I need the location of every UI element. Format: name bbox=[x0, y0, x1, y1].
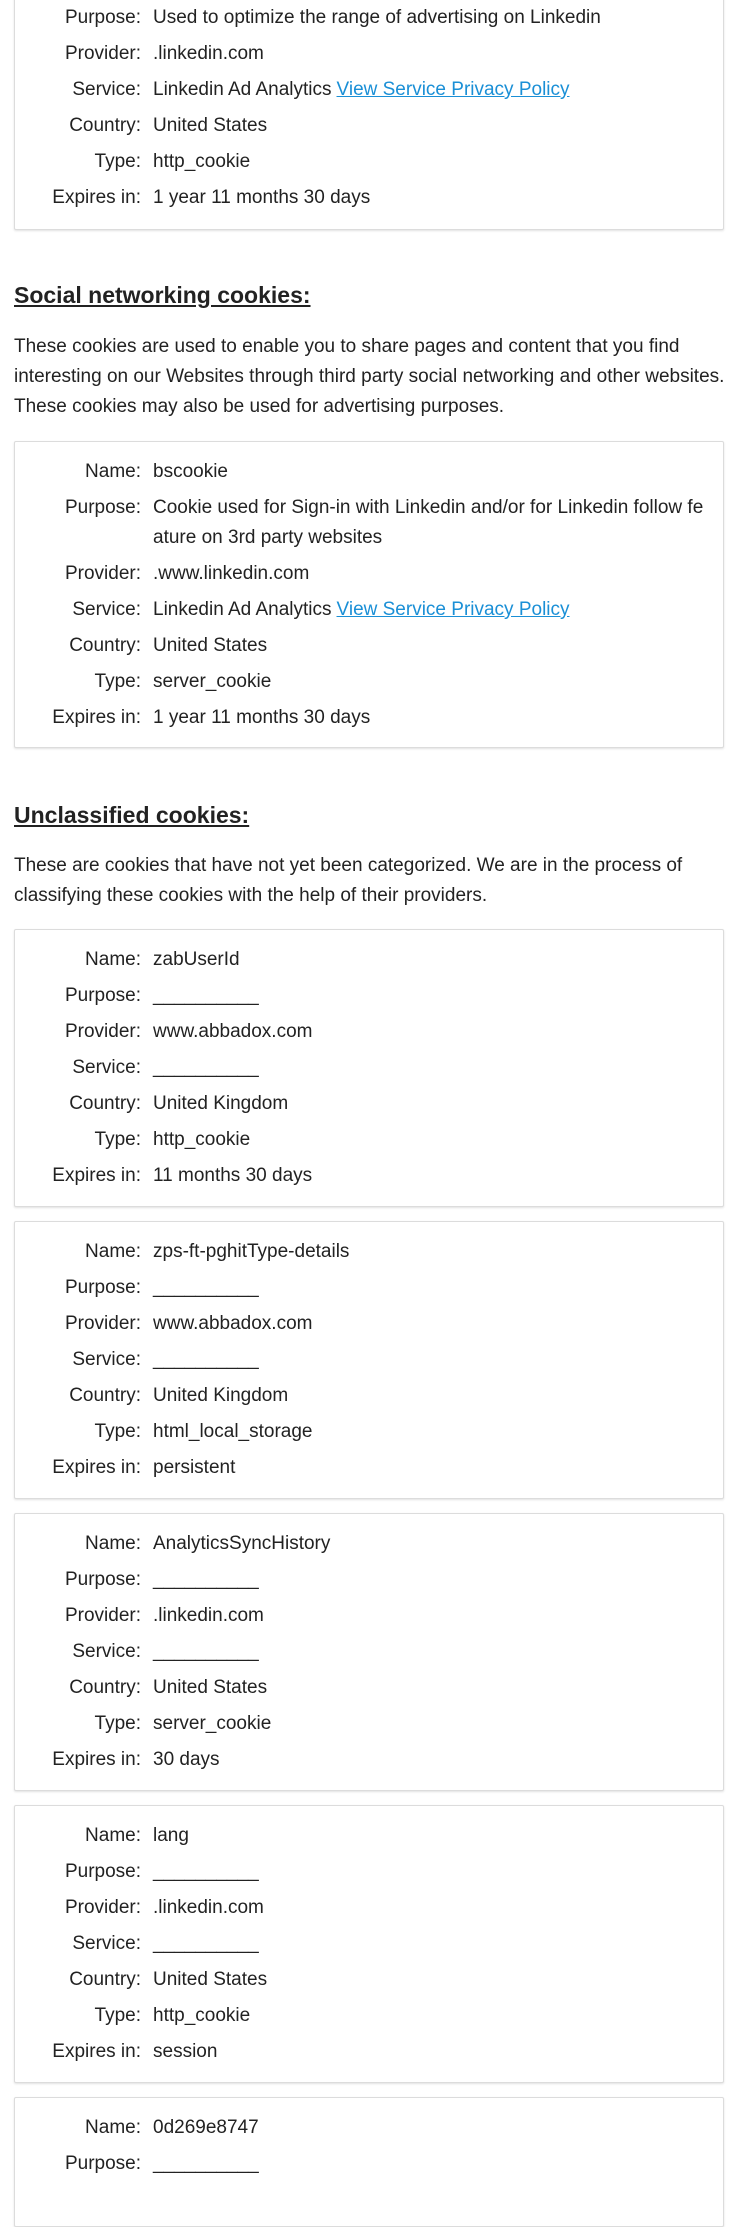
field-label: Country: bbox=[69, 635, 141, 656]
cookie-name-row bbox=[15, 1237, 723, 1267]
cookie-country-row bbox=[15, 1381, 723, 1411]
cookie-country-row bbox=[15, 1965, 723, 1995]
field-label: Name: bbox=[85, 1533, 141, 1554]
field-label: Service: bbox=[72, 1641, 141, 1662]
cookie-purpose-row bbox=[15, 1857, 723, 1887]
cookie-type-row bbox=[15, 1709, 723, 1739]
field-label: Service: bbox=[72, 79, 141, 100]
privacy-policy-link[interactable]: View Service Privacy Policy bbox=[336, 79, 570, 100]
cookie-provider: .linkedin.com bbox=[153, 1897, 264, 1918]
cookie-service: __________ bbox=[153, 1933, 259, 1954]
cookie-expires-row bbox=[15, 1453, 723, 1483]
field-label: Type: bbox=[94, 151, 141, 172]
cookie-purpose-row bbox=[15, 2149, 723, 2179]
cookie-service: __________ bbox=[153, 1349, 259, 1370]
cookie-country-row bbox=[15, 111, 723, 141]
cookie-purpose-row bbox=[15, 1565, 723, 1595]
cookie-country: United Kingdom bbox=[153, 1093, 289, 1114]
cookie-expires: 30 days bbox=[153, 1749, 220, 1770]
cookie-name-row bbox=[15, 945, 723, 975]
field-label: Type: bbox=[94, 1421, 141, 1442]
cookie-provider-row bbox=[15, 39, 723, 69]
cookie-purpose: __________ bbox=[153, 1861, 259, 1882]
cookie-card-zabuserid bbox=[14, 929, 724, 1207]
field-label: Purpose: bbox=[64, 1569, 141, 1590]
cookie-card-zps-ft bbox=[14, 1221, 724, 1499]
cookie-purpose-row bbox=[15, 493, 723, 553]
cookie-type: server_cookie bbox=[153, 671, 272, 692]
cookie-service-row bbox=[15, 75, 723, 105]
cookie-card-analyticssynchistory bbox=[14, 1513, 724, 1791]
section-description-unclassified: These are cookies that have not yet been categorized. We are in the process of classifying these cookies with the help of their providers. bbox=[14, 855, 683, 906]
cookie-name-row bbox=[15, 1529, 723, 1559]
cookie-purpose: Cookie used for Sign-in with Linkedin and/or for Linkedin follow feature on 3rd party websites bbox=[153, 497, 704, 548]
cookie-service-row bbox=[15, 1053, 723, 1083]
cookie-country-row bbox=[15, 1673, 723, 1703]
cookie-expires-row bbox=[15, 703, 723, 733]
cookie-purpose: __________ bbox=[153, 2153, 259, 2174]
field-label: Name: bbox=[85, 1825, 141, 1846]
cookie-expires-row bbox=[15, 1161, 723, 1191]
cookie-card-bscookie bbox=[14, 441, 724, 748]
field-label: Purpose: bbox=[64, 497, 141, 518]
cookie-purpose-row bbox=[15, 3, 723, 33]
cookie-provider: .linkedin.com bbox=[153, 1605, 264, 1626]
field-label: Type: bbox=[94, 2005, 141, 2026]
cookie-provider: www.abbadox.com bbox=[153, 1313, 313, 1334]
section-description-social: These cookies are used to enable you to share pages and content that you find interesting on our Websites through third party social networking and other websites. These cookies may also be used for advertising purposes. bbox=[14, 336, 725, 417]
cookie-card-lang bbox=[14, 1805, 724, 2083]
cookie-service-row bbox=[15, 1637, 723, 1667]
cookie-country: United Kingdom bbox=[153, 1385, 289, 1406]
service-name: Linkedin Ad Analytics bbox=[153, 79, 332, 100]
cookie-provider-row bbox=[15, 1017, 723, 1047]
field-label: Service: bbox=[72, 1057, 141, 1078]
privacy-policy-link[interactable]: View Service Privacy Policy bbox=[336, 599, 570, 620]
field-label: Expires in: bbox=[52, 2041, 141, 2062]
field-label: Provider: bbox=[64, 1021, 141, 1042]
field-label: Type: bbox=[94, 1129, 141, 1150]
field-label: Service: bbox=[72, 1349, 141, 1370]
field-label: Name: bbox=[85, 2117, 141, 2138]
field-label: Expires in: bbox=[52, 1749, 141, 1770]
service-name: Linkedin Ad Analytics bbox=[153, 599, 332, 620]
cookie-country: United States bbox=[153, 635, 268, 656]
cookie-name-row bbox=[15, 457, 723, 487]
field-label: Name: bbox=[85, 1241, 141, 1262]
section-title-unclassified: Unclassified cookies: bbox=[14, 802, 250, 828]
field-label: Name: bbox=[85, 949, 141, 970]
cookie-name: 0d269e8747 bbox=[153, 2117, 259, 2138]
cookie-expires: persistent bbox=[153, 1457, 236, 1478]
cookie-type: html_local_storage bbox=[153, 1421, 313, 1442]
cookie-name: AnalyticsSyncHistory bbox=[153, 1533, 331, 1554]
cookie-type: http_cookie bbox=[153, 151, 251, 172]
field-label: Country: bbox=[69, 1969, 141, 1990]
cookie-expires-row bbox=[15, 1745, 723, 1775]
cookie-type: http_cookie bbox=[153, 1129, 251, 1150]
cookie-name: bscookie bbox=[153, 461, 228, 482]
field-label: Purpose: bbox=[64, 1861, 141, 1882]
cookie-service-row bbox=[15, 595, 723, 625]
field-label: Expires in: bbox=[52, 187, 141, 208]
cookie-name-row bbox=[15, 2113, 723, 2143]
cookie-expires: 1 year 11 months 30 days bbox=[153, 707, 371, 728]
field-label: Purpose: bbox=[64, 7, 141, 28]
field-label: Provider: bbox=[64, 43, 141, 64]
cookie-name-row bbox=[15, 1821, 723, 1851]
field-label: Purpose: bbox=[64, 1277, 141, 1298]
cookie-card-linkedin-range bbox=[14, 0, 724, 230]
field-label: Service: bbox=[72, 599, 141, 620]
cookie-provider: .linkedin.com bbox=[153, 43, 264, 64]
cookie-purpose: __________ bbox=[153, 1569, 259, 1590]
field-label: Expires in: bbox=[52, 1165, 141, 1186]
cookie-service-row bbox=[15, 1929, 723, 1959]
field-label: Expires in: bbox=[52, 707, 141, 728]
field-label: Type: bbox=[94, 1713, 141, 1734]
cookie-expires-row bbox=[15, 2037, 723, 2067]
cookie-service-row bbox=[15, 1345, 723, 1375]
cookie-name: lang bbox=[153, 1825, 189, 1846]
cookie-provider: www.abbadox.com bbox=[153, 1021, 313, 1042]
cookie-type-row bbox=[15, 1125, 723, 1155]
cookie-expires: session bbox=[153, 2041, 218, 2062]
cookie-type-row bbox=[15, 2001, 723, 2031]
cookie-service bbox=[153, 595, 713, 625]
field-label: Purpose: bbox=[64, 2153, 141, 2174]
cookie-purpose: Used to optimize the range of advertising on Linkedin bbox=[153, 7, 601, 28]
cookie-provider: .www.linkedin.com bbox=[153, 563, 310, 584]
field-label: Country: bbox=[69, 115, 141, 136]
cookie-purpose: __________ bbox=[153, 1277, 259, 1298]
field-label: Provider: bbox=[64, 1897, 141, 1918]
cookie-purpose-row bbox=[15, 981, 723, 1011]
field-label: Type: bbox=[94, 671, 141, 692]
cookie-provider-row bbox=[15, 1601, 723, 1631]
cookie-provider-row bbox=[15, 1893, 723, 1923]
cookie-service: __________ bbox=[153, 1057, 259, 1078]
cookie-provider-row bbox=[15, 1309, 723, 1339]
cookie-country: United States bbox=[153, 115, 268, 136]
cookie-type-row bbox=[15, 667, 723, 697]
cookie-country: United States bbox=[153, 1969, 268, 1990]
cookie-purpose: __________ bbox=[153, 985, 259, 1006]
field-label: Expires in: bbox=[52, 1457, 141, 1478]
cookie-service: __________ bbox=[153, 1641, 259, 1662]
cookie-type-row bbox=[15, 147, 723, 177]
field-label: Country: bbox=[69, 1385, 141, 1406]
cookie-expires-row bbox=[15, 183, 723, 213]
section-title-social: Social networking cookies: bbox=[14, 282, 311, 308]
field-label: Name: bbox=[85, 461, 141, 482]
cookie-name: zabUserId bbox=[153, 949, 240, 970]
cookie-type: http_cookie bbox=[153, 2005, 251, 2026]
cookie-country: United States bbox=[153, 1677, 268, 1698]
field-label: Provider: bbox=[64, 1605, 141, 1626]
cookie-type-row bbox=[15, 1417, 723, 1447]
cookie-provider-row bbox=[15, 559, 723, 589]
cookie-expires: 11 months 30 days bbox=[153, 1165, 313, 1186]
cookie-expires: 1 year 11 months 30 days bbox=[153, 187, 371, 208]
field-label: Country: bbox=[69, 1677, 141, 1698]
cookie-service bbox=[153, 75, 713, 105]
cookie-country-row bbox=[15, 1089, 723, 1119]
field-label: Provider: bbox=[64, 1313, 141, 1334]
field-label: Provider: bbox=[64, 563, 141, 584]
field-label: Service: bbox=[72, 1933, 141, 1954]
cookie-type: server_cookie bbox=[153, 1713, 272, 1734]
field-label: Purpose: bbox=[64, 985, 141, 1006]
cookie-country-row bbox=[15, 631, 723, 661]
field-label: Country: bbox=[69, 1093, 141, 1114]
cookie-purpose-row bbox=[15, 1273, 723, 1303]
cookie-card-0d269e8747 bbox=[14, 2097, 724, 2227]
cookie-name: zps-ft-pghitType-details bbox=[153, 1241, 350, 1262]
